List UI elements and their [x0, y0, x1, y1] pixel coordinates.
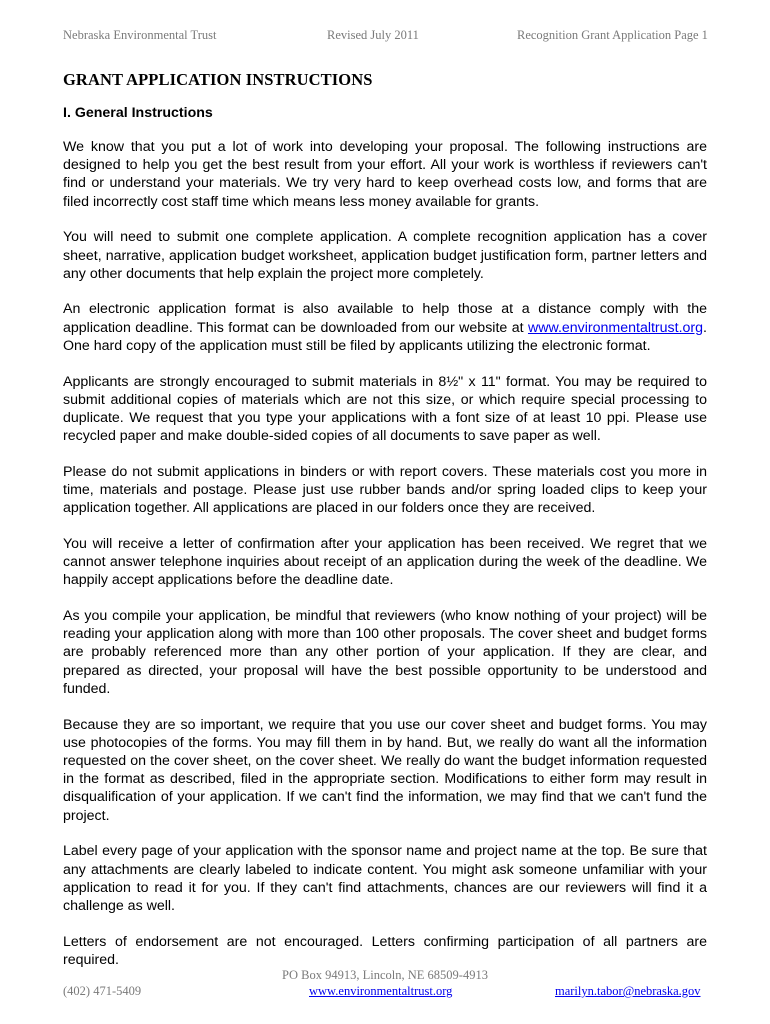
paragraph: Applicants are strongly encouraged to submit materials in 8½" x 11" format. You may be required to submit additional copies of materials which are not this size, or which require special processing to duplicate. We request that you type your applications with a font size of at least 10 ppi. Please use recycled paper and make double-sided copies of all documents to save paper as well. [63, 373, 707, 445]
paragraph: Because they are so important, we require that you use our cover sheet and budget forms. You may use photocopies of the forms. You may fill them in by hand. But, we really do want all the information requested on the cover sheet, on the cover sheet. We really do want the budget information requested in the format as described, filed in the appropriate section. Modifications to either form may result in disqualification of your application. If we can't find the information, we may find that we can't fund the project. [63, 716, 707, 824]
page-title: GRANT APPLICATION INSTRUCTIONS [63, 70, 373, 89]
paragraph: You will need to submit one complete application. A complete recognition application has a cover sheet, narrative, application budget worksheet, application budget justification form, partner letters and any other documents that help explain the project more completely. [63, 229, 707, 282]
paragraph: You will receive a letter of confirmation after your application has been received. We regret that we cannot answer telephone inquiries about receipt of an application during the week of the deadline. We happily accept applications before the deadline date. [63, 535, 707, 589]
instructions-body [63, 138, 707, 987]
paragraph-text: An electronic application format is also available to help those at a distance comply with the application deadline. This format can be downloaded from our website at [63, 301, 707, 336]
paragraph: Please do not submit applications in binders or with report covers. These materials cost you more in time, materials and postage. Please just use rubber bands and/or spring loaded clips to keep your application together. All applications are placed in our folders once they are received. [63, 463, 707, 517]
footer-phone: (402) 471-5409 [63, 984, 142, 998]
header-revision-date: Revised July 2011 [327, 28, 419, 42]
section-heading: I. General Instructions [63, 105, 213, 121]
website-link[interactable]: www.environmentaltrust.org [527, 319, 704, 336]
header-organization: Nebraska Environmental Trust [63, 28, 217, 42]
paragraph-text: . One hard copy of the application must still be filed by applicants utilizing the electronic format. [63, 319, 707, 354]
paragraph: Letters of endorsement are not encouraged. Letters confirming participation of all partners are required. [63, 933, 707, 968]
paragraph: As you compile your application, be mindful that reviewers (who know nothing of your project) will be reading your application along with more than 100 other proposals. The cover sheet and budget forms are probably referenced more than any other portion of your application. If they are clear, and prepared as directed, your proposal will have the best possible opportunity to be understood and funded. [63, 608, 707, 697]
paragraph: Label every page of your application with the sponsor name and project name at the top. Be sure that any attachments are clearly labeled to indicate content. You might ask someone unfamiliar with your application to read it for you. If they can't find attachments, chances are our reviewers will find it a challenge as well. [63, 843, 707, 914]
footer-email-link[interactable]: marilyn.tabor@nebraska.gov [555, 984, 701, 998]
footer-website-link[interactable]: www.environmentaltrust.org [309, 984, 453, 998]
footer-address: PO Box 94913, Lincoln, NE 68509-4913 [282, 968, 488, 982]
paragraph: We know that you put a lot of work into developing your proposal. The following instructions are designed to help you get the best result from your effort. All your work is worthless if reviewers can't find or understand your materials. We try very hard to keep overhead costs low, and forms that are filed incorrectly cost staff time which means less money available for grants. [63, 139, 707, 210]
header-document-page: Recognition Grant Application Page 1 [517, 28, 708, 42]
paragraph-electronic-format [63, 300, 707, 355]
